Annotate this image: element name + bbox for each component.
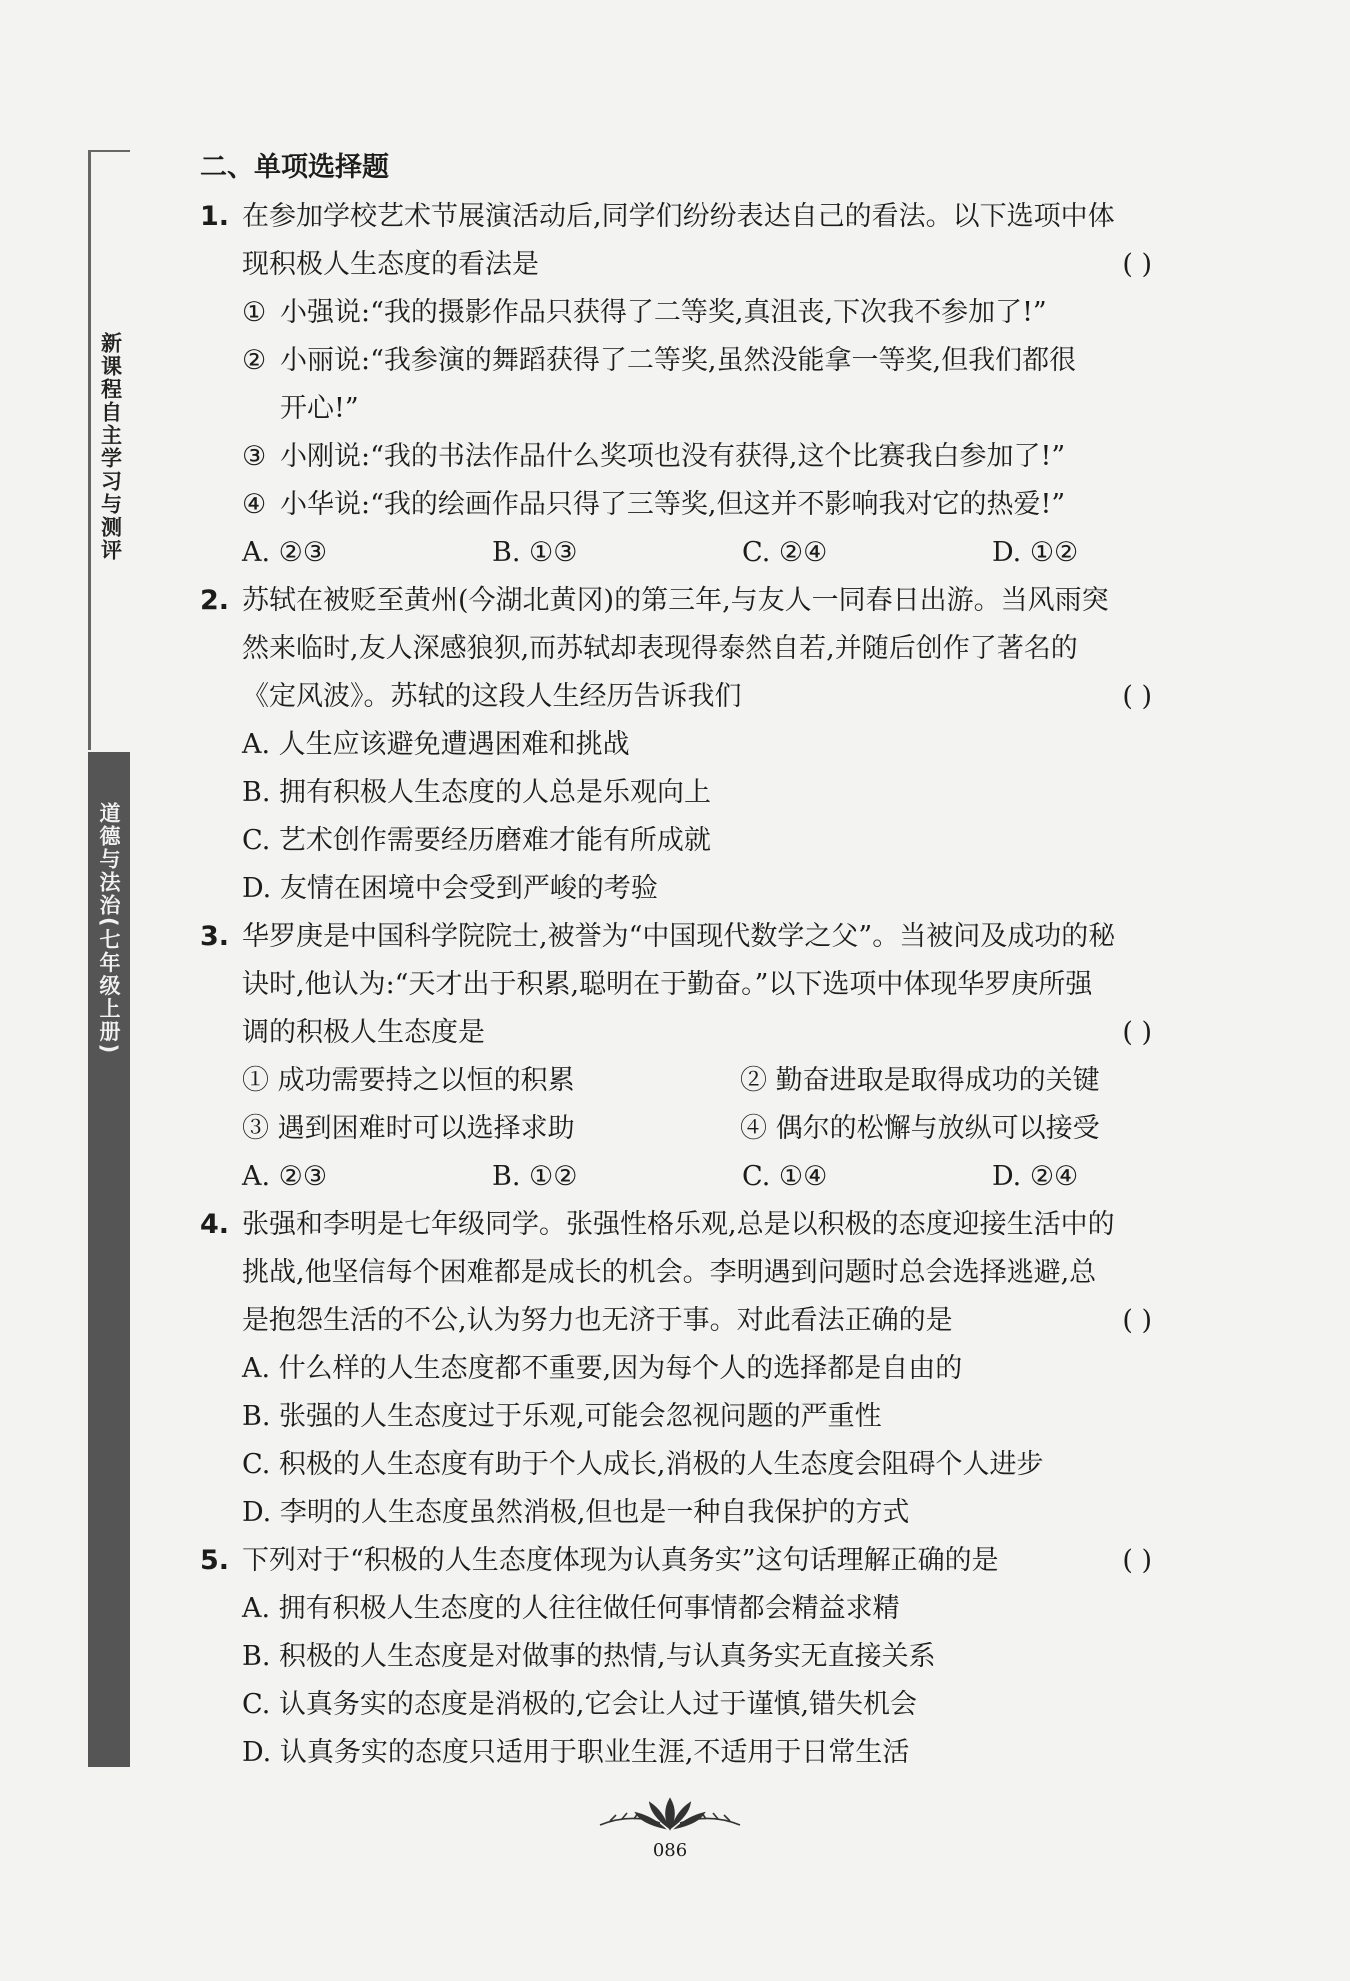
question-2 [200,577,1160,913]
option-a: A. ②③ [242,537,328,568]
subject-title: 道德与法治(七年级上册) [97,802,121,1056]
question-stem-line: 苏轼在被贬至黄州(今湖北黄冈)的第三年,与友人一同春日出游。当风雨突 [242,585,1109,616]
option-a: A. 拥有积极人生态度的人往往做任何事情都会精益求精 [242,1593,900,1624]
question-stem-line: 是抱怨生活的不公,认为努力也无济于事。对此看法正确的是 [242,1305,953,1336]
statement-mark: ② [242,345,267,376]
page-number: 086 [652,1840,688,1861]
option-a: A. 什么样的人生态度都不重要,因为每个人的选择都是自由的 [242,1353,963,1384]
question-number: 2. [200,585,230,616]
option-b: B. 拥有积极人生态度的人总是乐观向上 [242,777,712,808]
statement-text: ① 成功需要持之以恒的积累 [242,1065,575,1096]
question-number: 4. [200,1209,230,1240]
option-d: D. ①② [992,537,1079,568]
statement-mark: ① [242,297,267,328]
question-number: 1. [200,201,230,232]
statement-text: ④ 偶尔的松懈与放纵可以接受 [740,1113,1100,1144]
statement-text: 小华说:“我的绘画作品只得了三等奖,但这并不影响我对它的热爱!” [280,489,1066,520]
series-title: 新课程自主学习与测评 [98,332,123,562]
statement-text: ③ 遇到困难时可以选择求助 [242,1113,575,1144]
statement-text: 小丽说:“我参演的舞蹈获得了二等奖,虽然没能拿一等奖,但我们都很 [280,345,1077,376]
statement-mark: ④ [242,489,267,520]
option-c: C. ②④ [742,537,828,568]
option-d: D. 友情在困境中会受到严峻的考验 [242,873,658,904]
question-4 [200,1201,1160,1537]
question-stem-line: 张强和李明是七年级同学。张强性格乐观,总是以积极的态度迎接生活中的 [242,1209,1115,1240]
question-stem-line: 华罗庚是中国科学院院士,被誉为“中国现代数学之父”。当被问及成功的秘 [242,921,1116,952]
option-a: A. 人生应该避免遭遇困难和挑战 [242,729,630,760]
question-stem-line: 下列对于“积极的人生态度体现为认真务实”这句话理解正确的是 [242,1545,999,1576]
option-b: B. ①② [492,1161,578,1192]
series-title-tab [88,150,130,750]
option-c: C. 艺术创作需要经历磨难才能有所成就 [242,825,711,856]
question-stem-line: 在参加学校艺术节展演活动后,同学们纷纷表达自己的看法。以下选项中体 [242,201,1115,232]
answer-bracket: ( ) [1122,1545,1152,1576]
statement-text: 小强说:“我的摄影作品只获得了二等奖,真沮丧,下次我不参加了!” [280,297,1047,328]
statement-mark: ③ [242,441,267,472]
answer-bracket: ( ) [1122,681,1152,712]
question-stem-line: 现积极人生态度的看法是 [242,249,539,280]
option-b: B. ①③ [492,537,578,568]
question-stem-line: 《定风波》。苏轼的这段人生经历告诉我们 [242,681,742,712]
statement-text: 小刚说:“我的书法作品什么奖项也没有获得,这个比赛我白参加了!” [280,441,1066,472]
question-1 [200,193,1160,577]
section-title: 二、单项选择题 [200,152,389,183]
option-b: B. 积极的人生态度是对做事的热情,与认真务实无直接关系 [242,1641,936,1672]
option-b: B. 张强的人生态度过于乐观,可能会忽视问题的严重性 [242,1401,882,1432]
question-stem-line: 诀时,他认为:“天才出于积累,聪明在于勤奋。”以下选项中体现华罗庚所强 [242,969,1093,1000]
statement-text: 开心!” [280,393,359,424]
question-5 [200,1537,1160,1777]
answer-bracket: ( ) [1122,1305,1152,1336]
question-3 [200,913,1160,1201]
leaf-ornament-icon [590,1795,750,1835]
option-d: D. 认真务实的态度只适用于职业生涯,不适用于日常生活 [242,1737,910,1768]
answer-bracket: ( ) [1122,1017,1152,1048]
question-stem-line: 然来临时,友人深感狼狈,而苏轼却表现得泰然自若,并随后创作了著名的 [242,633,1078,664]
question-number: 5. [200,1545,230,1576]
option-d: D. 李明的人生态度虽然消极,但也是一种自我保护的方式 [242,1497,910,1528]
question-number: 3. [200,921,230,952]
subject-title-tab [88,752,130,1767]
option-c: C. 认真务实的态度是消极的,它会让人过于谨慎,错失机会 [242,1689,918,1720]
option-d: D. ②④ [992,1161,1079,1192]
question-section [200,145,1160,1777]
question-stem-line: 调的积极人生态度是 [242,1017,485,1048]
question-stem-line: 挑战,他坚信每个困难都是成长的机会。李明遇到问题时总会选择逃避,总 [242,1257,1097,1288]
option-c: C. 积极的人生态度有助于个人成长,消极的人生态度会阻碍个人进步 [242,1449,1044,1480]
statement-text: ② 勤奋进取是取得成功的关键 [740,1065,1100,1096]
answer-bracket: ( ) [1122,249,1152,280]
option-a: A. ②③ [242,1161,328,1192]
option-c: C. ①④ [742,1161,828,1192]
